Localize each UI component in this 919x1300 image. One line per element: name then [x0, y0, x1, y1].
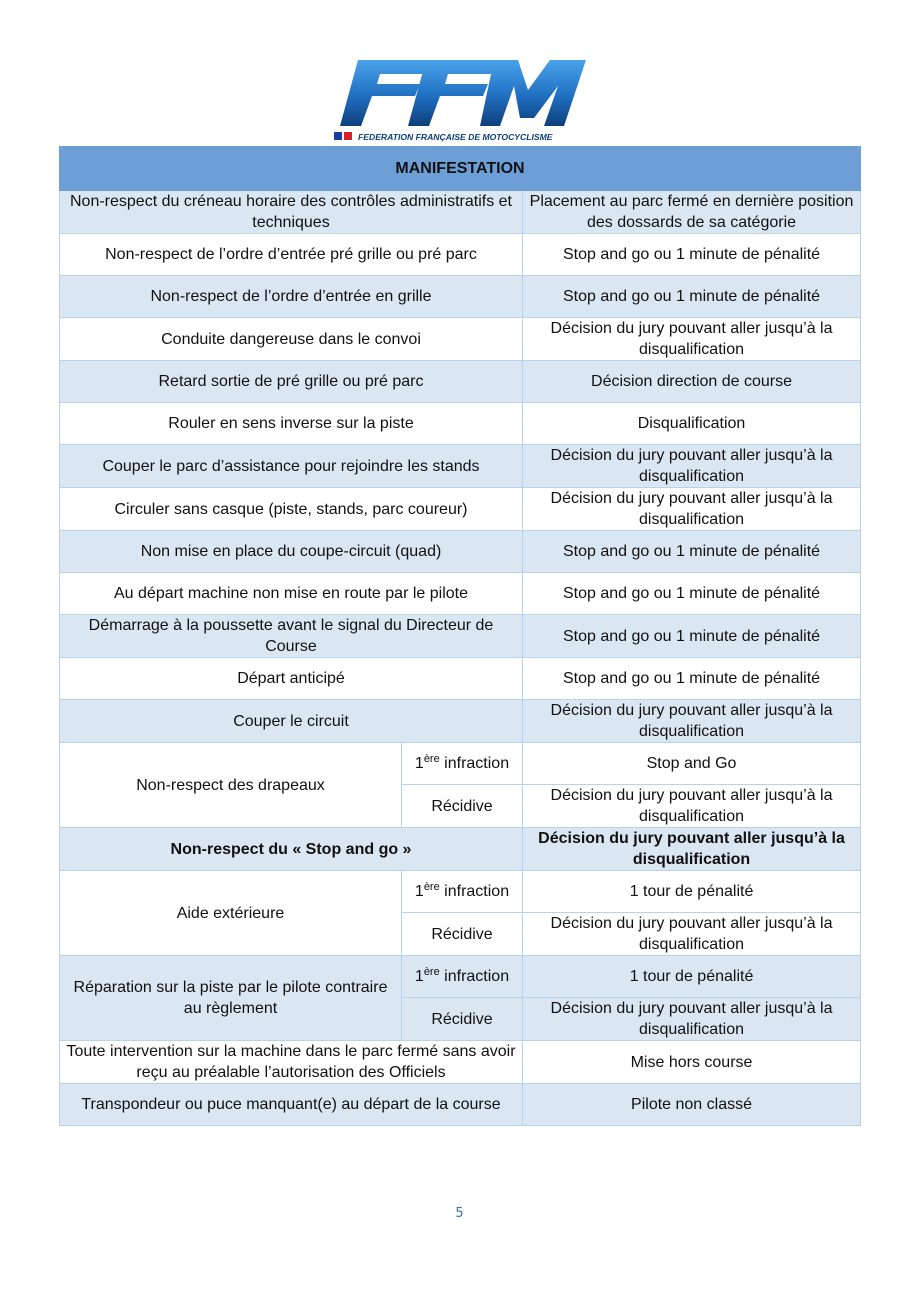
table-row [60, 191, 861, 234]
first-offence-cell: 1ère infraction [402, 956, 523, 998]
sanction-cell: 1 tour de pénalité [523, 871, 861, 913]
infraction-cell: Non-respect de l’ordre d’entrée pré grille ou pré parc [60, 234, 523, 276]
sanction-cell: Stop and go ou 1 minute de pénalité [523, 531, 861, 573]
sanction-cell: Décision du jury pouvant aller jusqu’à la disqualification [523, 488, 861, 531]
ffm-logo [328, 60, 590, 144]
sanction-cell: Disqualification [523, 403, 861, 445]
table-row [60, 956, 861, 998]
infraction-cell: Circuler sans casque (piste, stands, parc coureur) [60, 488, 523, 531]
sanction-cell: Stop and go ou 1 minute de pénalité [523, 573, 861, 615]
infraction-cell: Non-respect de l’ordre d’entrée en grille [60, 276, 523, 318]
infraction-cell: Retard sortie de pré grille ou pré parc [60, 361, 523, 403]
repeat-offence-cell: Récidive [402, 998, 523, 1041]
first-offence-cell: 1ère infraction [402, 743, 523, 785]
infraction-cell: Rouler en sens inverse sur la piste [60, 403, 523, 445]
table-row [60, 1041, 861, 1084]
table-row [60, 828, 861, 871]
infraction-cell: Départ anticipé [60, 658, 523, 700]
logo-subtitle: FEDERATION FRANÇAISE DE MOTOCYCLISME [358, 132, 553, 142]
sanction-cell: 1 tour de pénalité [523, 956, 861, 998]
repeat-offence-cell: Récidive [402, 785, 523, 828]
table-row [60, 871, 861, 913]
sanction-cell: Décision du jury pouvant aller jusqu’à la disqualification [523, 828, 861, 871]
infraction-cell: Réparation sur la piste par le pilote contraire au règlement [60, 956, 402, 1041]
sanction-cell: Stop and go ou 1 minute de pénalité [523, 234, 861, 276]
sanction-cell: Pilote non classé [523, 1084, 861, 1126]
page-number: 5 [455, 1206, 464, 1221]
infraction-cell: Démarrage à la poussette avant le signal du Directeur de Course [60, 615, 523, 658]
infraction-cell: Transpondeur ou puce manquant(e) au départ de la course [60, 1084, 523, 1126]
sanction-cell: Stop and go ou 1 minute de pénalité [523, 658, 861, 700]
sanction-cell: Décision direction de course [523, 361, 861, 403]
table-row [60, 445, 861, 488]
sanction-cell: Décision du jury pouvant aller jusqu’à la disqualification [523, 998, 861, 1041]
table-row [60, 234, 861, 276]
table-row [60, 743, 861, 785]
infraction-cell: Toute intervention sur la machine dans le parc fermé sans avoir reçu au préalable l’autorisation des Officiels [60, 1041, 523, 1084]
table-row [60, 700, 861, 743]
table-row [60, 573, 861, 615]
table-row [60, 276, 861, 318]
sanction-cell: Décision du jury pouvant aller jusqu’à la disqualification [523, 318, 861, 361]
sanction-cell: Décision du jury pouvant aller jusqu’à la disqualification [523, 913, 861, 956]
infraction-cell: Non mise en place du coupe-circuit (quad) [60, 531, 523, 573]
infraction-cell: Non-respect des drapeaux [60, 743, 402, 828]
sanction-cell: Placement au parc fermé en dernière position des dossards de sa catégorie [523, 191, 861, 234]
infraction-cell: Non-respect du « Stop and go » [60, 828, 523, 871]
ffm-logo-graphic [328, 60, 590, 144]
repeat-offence-cell: Récidive [402, 913, 523, 956]
infraction-cell: Couper le parc d’assistance pour rejoindre les stands [60, 445, 523, 488]
infraction-cell: Couper le circuit [60, 700, 523, 743]
first-offence-cell: 1ère infraction [402, 871, 523, 913]
table-row [60, 361, 861, 403]
sanction-cell: Mise hors course [523, 1041, 861, 1084]
sanction-cell: Décision du jury pouvant aller jusqu’à la disqualification [523, 785, 861, 828]
sanction-cell: Décision du jury pouvant aller jusqu’à la disqualification [523, 445, 861, 488]
infraction-cell: Aide extérieure [60, 871, 402, 956]
table-row [60, 488, 861, 531]
table-row [60, 1084, 861, 1126]
table-row [60, 403, 861, 445]
table-header: MANIFESTATION [60, 147, 861, 191]
table-row [60, 658, 861, 700]
table-row [60, 318, 861, 361]
penalty-table [59, 146, 860, 1126]
sanction-cell: Stop and go ou 1 minute de pénalité [523, 615, 861, 658]
sanction-cell: Stop and go ou 1 minute de pénalité [523, 276, 861, 318]
table-row [60, 615, 861, 658]
sanction-cell: Stop and Go [523, 743, 861, 785]
infraction-cell: Conduite dangereuse dans le convoi [60, 318, 523, 361]
sanction-cell: Décision du jury pouvant aller jusqu’à la disqualification [523, 700, 861, 743]
table-row [60, 531, 861, 573]
infraction-cell: Non-respect du créneau horaire des contrôles administratifs et techniques [60, 191, 523, 234]
infraction-cell: Au départ machine non mise en route par le pilote [60, 573, 523, 615]
